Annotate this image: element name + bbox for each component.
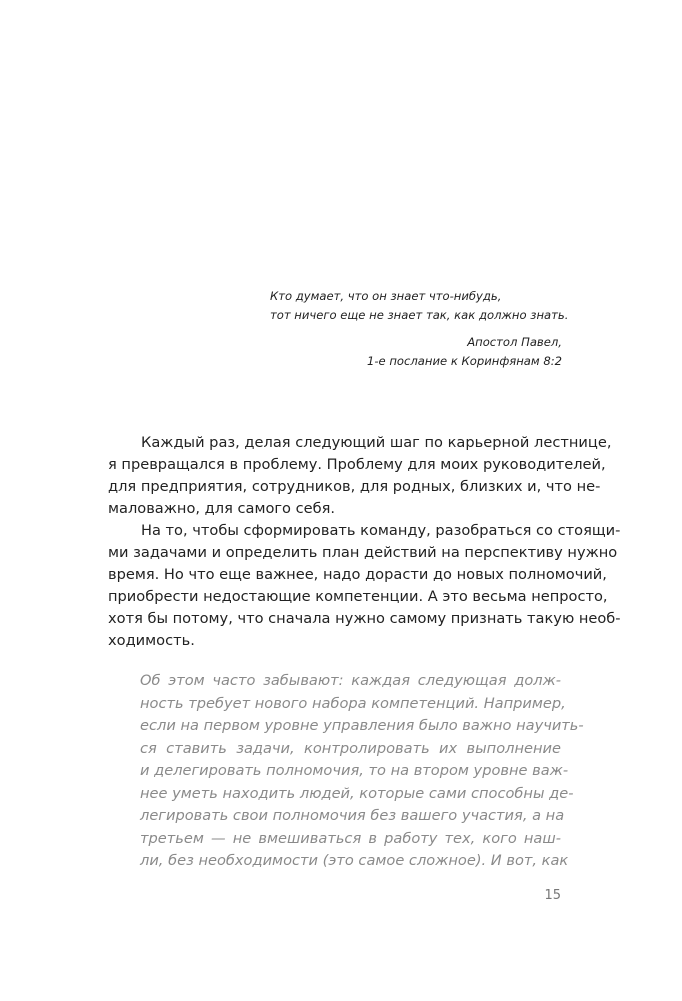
body-line: ми задачами и определить план действий на перспективу нужно	[108, 544, 618, 561]
note-line: нее уметь находить людей, которые сами способны де-	[140, 784, 574, 802]
body-line: время. Но что еще важнее, надо дорасти до новых полномочий,	[108, 566, 607, 583]
epigraph-source: 1-е послание к Коринфянам 8:2	[366, 354, 562, 368]
page-number: 15	[544, 888, 561, 903]
epigraph-line: тот ничего еще не знает так, как должно знать.	[270, 308, 569, 322]
epigraph-line: Кто думает, что он знает что-нибудь,	[270, 289, 502, 303]
side-note	[140, 670, 584, 873]
body-line: маловажно, для самого себя.	[108, 500, 336, 517]
body-line: приобрести недостающие компетенции. А это весьма непросто,	[108, 588, 608, 605]
note-line: если на первом уровне управления было важно научить-	[140, 717, 584, 734]
body-text	[108, 432, 621, 652]
body-line: Каждый раз, делая следующий шаг по карьерной лестнице,	[141, 434, 612, 451]
note-line: Об этом часто забывают: каждая следующая долж-	[140, 672, 561, 689]
note-line: ли, без необходимости (это самое сложное). И вот, как	[140, 852, 569, 869]
epigraph	[270, 287, 569, 371]
body-line: я превращался в проблему. Проблему для моих руководителей,	[108, 456, 606, 473]
body-line: для предприятия, сотрудников, для родных, близких и, что не-	[108, 478, 601, 495]
note-line: легировать свои полномочия без вашего участия, а на	[140, 807, 565, 824]
note-line: ность требует нового набора компетенций. Например,	[140, 694, 566, 712]
note-line: и делегировать полномочия, то на втором уровне важ-	[140, 762, 569, 779]
note-line: ся ставить задачи, контролировать их выполнение	[140, 739, 561, 757]
epigraph-author: Апостол Павел,	[467, 335, 562, 349]
body-line: хотя бы потому, что сначала нужно самому признать такую необ-	[108, 610, 621, 627]
note-line: третьем — не вмешиваться в работу тех, кого наш-	[140, 829, 561, 847]
body-line: На то, чтобы сформировать команду, разобраться со стоящи-	[141, 522, 621, 539]
body-line: ходимость.	[108, 632, 195, 649]
